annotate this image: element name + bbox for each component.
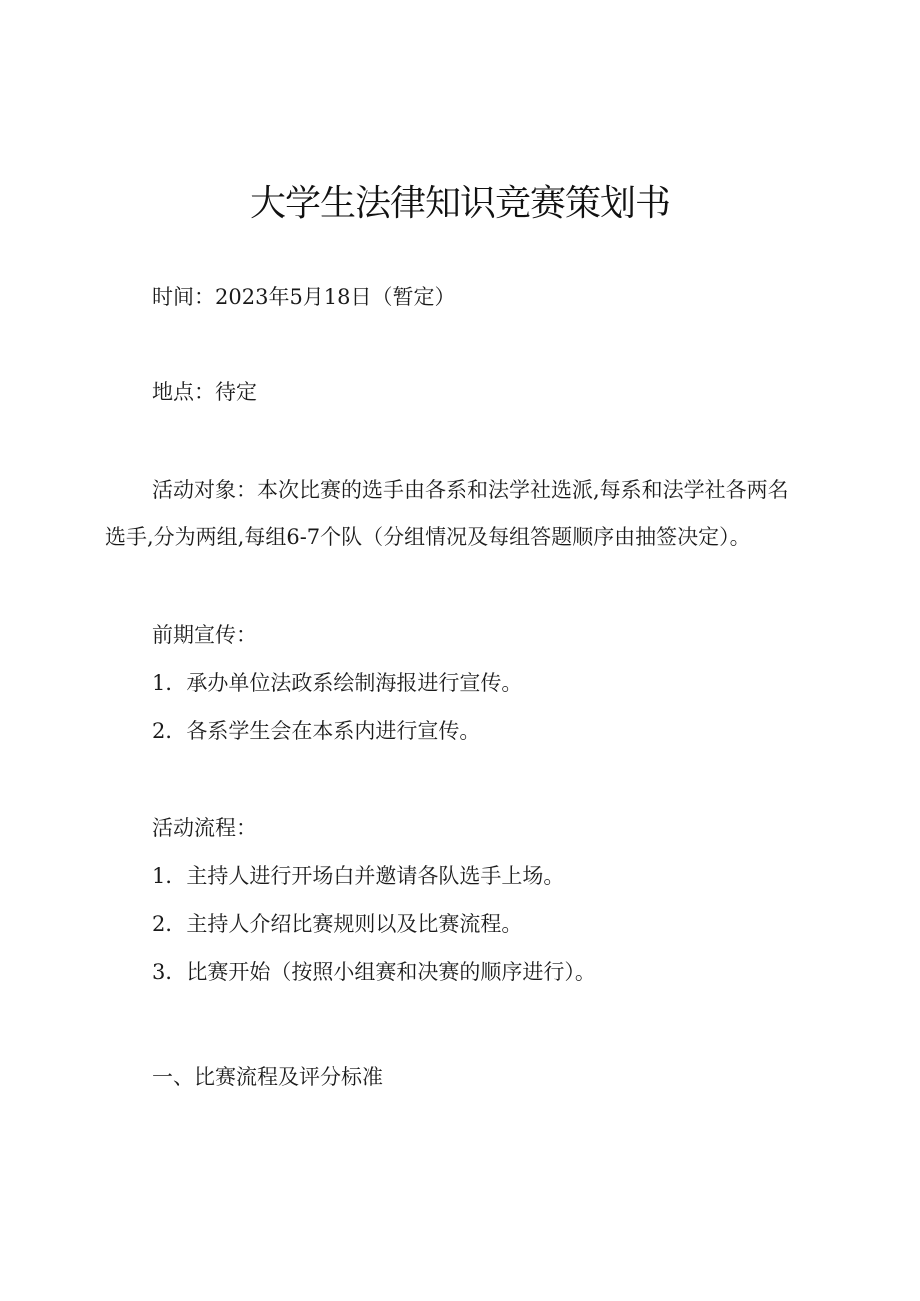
process-item: 2．主持人介绍比赛规则以及比赛流程。 [152, 912, 523, 936]
process-item: 3．比赛开始（按照小组赛和决赛的顺序进行）。 [152, 960, 596, 984]
section-heading: 一、比赛流程及评分标准 [152, 1065, 383, 1089]
target-line-2: 选手,分为两组,每组6-7个队（分组情况及每组答题顺序由抽签决定）。 [105, 525, 751, 549]
time-line: 时间：2023年5月18日（暂定） [152, 285, 456, 309]
process-heading: 活动流程： [152, 816, 257, 840]
publicity-item: 1．承办单位法政系绘制海报进行宣传。 [152, 671, 523, 695]
page-title: 大学生法律知识竞赛策划书 [249, 183, 670, 224]
target-line-1: 活动对象：本次比赛的选手由各系和法学社选派,每系和法学社各两名 [152, 478, 789, 502]
publicity-heading: 前期宣传： [152, 623, 257, 647]
publicity-item: 2．各系学生会在本系内进行宣传。 [152, 719, 481, 743]
process-item: 1．主持人进行开场白并邀请各队选手上场。 [152, 864, 565, 888]
place-line: 地点：待定 [152, 380, 257, 404]
